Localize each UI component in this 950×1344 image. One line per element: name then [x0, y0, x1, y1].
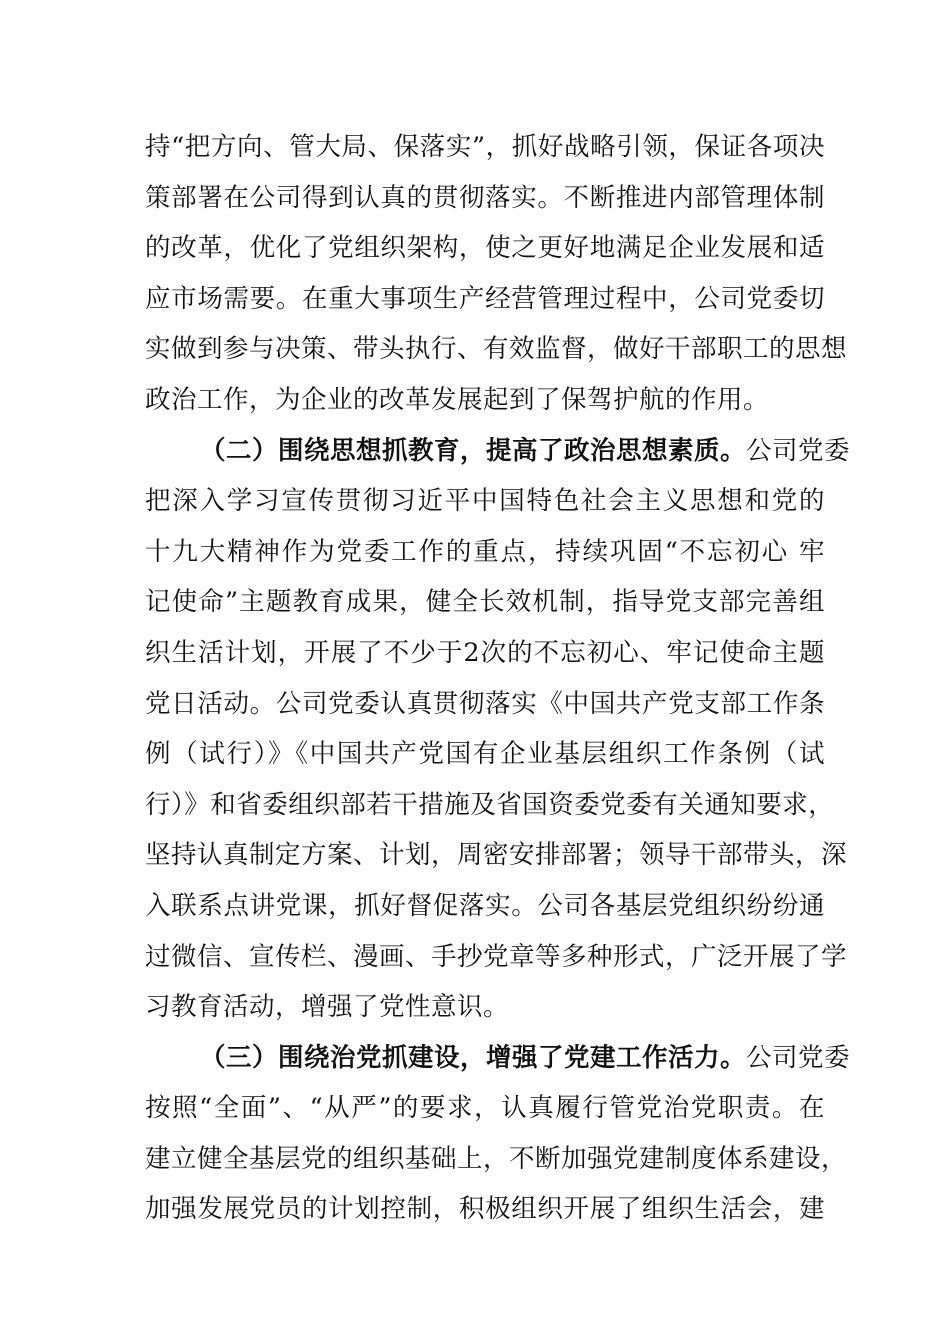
text-line: 坚持认真制定方案、计划，周密安排部署；领导干部带头，深	[145, 840, 848, 871]
text-line: 的改革，优化了党组织架构，使之更好地满足企业发展和适	[145, 233, 825, 264]
text-line: 十九大精神作为党委工作的重点，持续巩固“不忘初心 牢	[145, 536, 825, 567]
paragraph-first-line	[145, 1033, 851, 1084]
text-line: 实做到参与决策、带头执行、有效监督，做好干部职工的思想	[145, 334, 848, 365]
text-line: 把深入学习宣传贯彻习近平中国特色社会主义思想和党的	[145, 486, 825, 517]
text-line: 入联系点讲党课，抓好督促落实。公司各基层党组织纷纷通	[145, 890, 825, 921]
text-line: 记使命”主题教育成果，健全长效机制，指导党支部完善组	[145, 587, 825, 618]
text-line: 建立健全基层党的组织基础上，不断加强党建制度体系建设，	[145, 1143, 848, 1174]
text-run: 公司党委	[746, 435, 851, 466]
text-line: 例（试行）》《中国共产党国有企业基层组织工作条例（试	[145, 739, 825, 770]
text-line: 过微信、宣传栏、漫画、手抄党章等多种形式，广泛开展了学	[145, 941, 848, 972]
text-line: 加强发展党员的计划控制，积极组织开展了组织生活会，建	[145, 1194, 825, 1225]
text-line: 持“把方向、管大局、保落实”，抓好战略引领，保证各项决	[145, 132, 825, 162]
text-line: 应市场需要。在重大事项生产经营管理过程中，公司党委切	[145, 283, 825, 314]
text-line: 行）》和省委组织部若干措施及省国资委党委有关通知要求，	[145, 789, 835, 820]
section-heading: （二）围绕思想抓教育，提高了政治思想素质。	[200, 435, 747, 466]
text-line: 习教育活动，增强了党性意识。	[145, 992, 510, 1023]
section-heading: （三）围绕治党抓建设，增强了党建工作活力。	[200, 1042, 747, 1073]
text-line: 党日活动。公司党委认真贯彻落实《中国共产党支部工作条	[145, 688, 825, 719]
text-line: 政治工作，为企业的改革发展起到了保驾护航的作用。	[145, 384, 770, 415]
text-line: 织生活计划，开展了不少于2次的不忘初心、牢记使命主题	[145, 637, 825, 668]
text-run: 公司党委	[746, 1042, 851, 1073]
text-line: 策部署在公司得到认真的贯彻落实。不断推进内部管理体制	[145, 182, 825, 213]
paragraph-first-line	[145, 426, 851, 477]
text-line: 按照“全面”、“从严”的要求，认真履行管党治党职责。在	[145, 1093, 825, 1124]
document-body	[145, 122, 851, 1235]
